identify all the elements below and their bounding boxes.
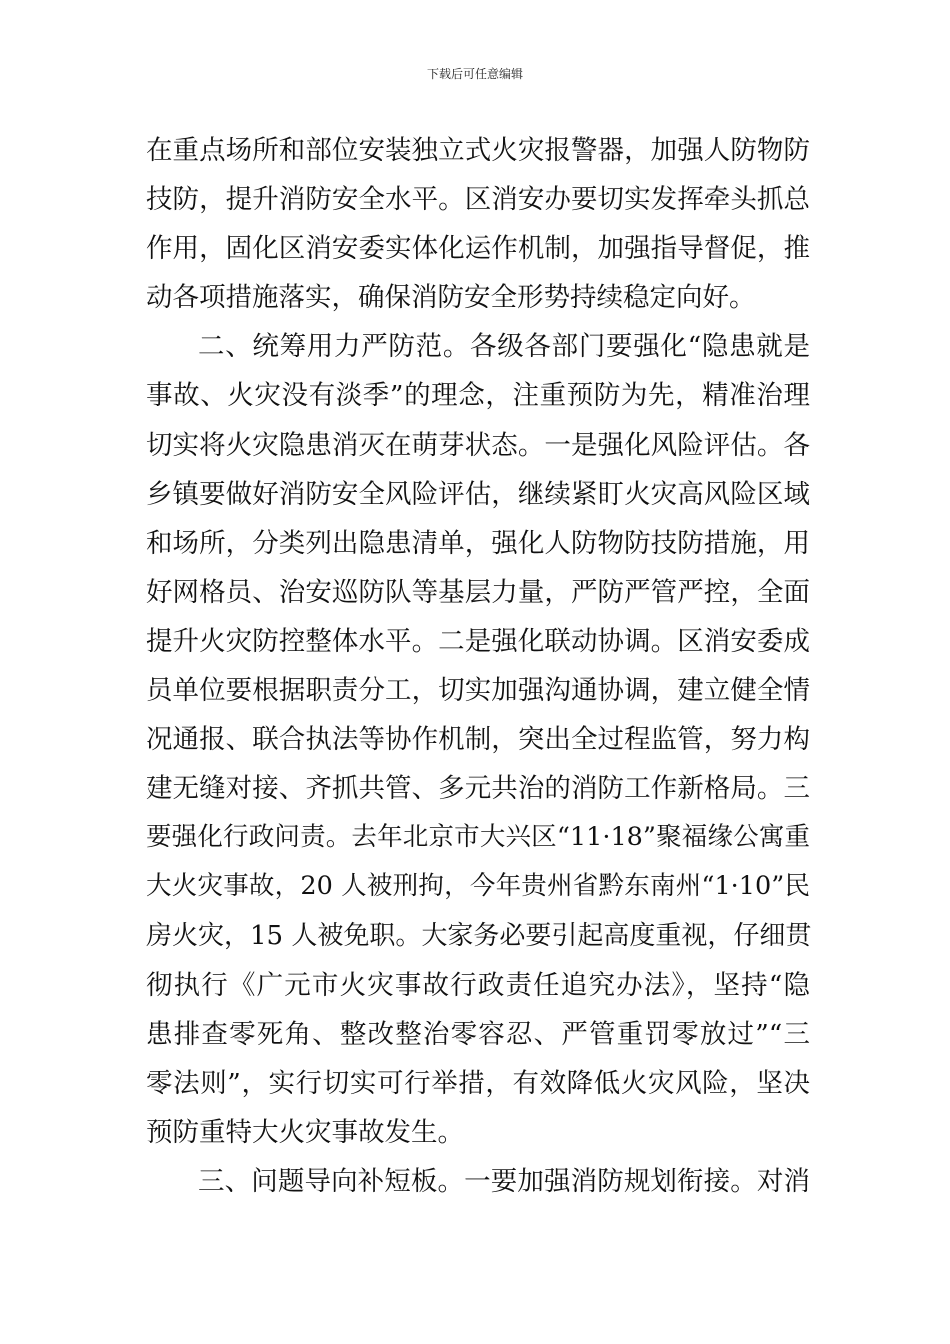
text-line: 切实将火灾隐患消灭在萌芽状态。一是强化风险评估。各 <box>146 429 810 461</box>
text-line: 好网格员、治安巡防队等基层力量，严防严管严控，全面 <box>146 576 810 608</box>
paragraph-start-line: 三、问题导向补短板。一要加强消防规划衔接。对消 <box>198 1165 810 1197</box>
text-line: 员单位要根据职责分工，切实加强沟通协调，建立健全情 <box>146 675 810 707</box>
text-line: 作用，固化区消安委实体化运作机制，加强指导督促，推 <box>146 233 810 265</box>
text-line: 大火灾事故，20 人被刑拘，今年贵州省黔东南州“1·10”民 <box>146 871 810 902</box>
document-body <box>146 126 810 1206</box>
text-line: 提升火灾防控整体水平。二是强化联动协调。区消安委成 <box>146 625 810 657</box>
text-line: 预防重特大火灾事故发生。 <box>146 1116 464 1148</box>
text-line: 患排查零死角、整改整治零容忍、严管重罚零放过”“三 <box>146 1018 810 1050</box>
text-line: 要强化行政问责。去年北京市大兴区“11·18”聚福缘公寓重 <box>146 822 810 853</box>
paragraph-start-line: 二、统筹用力严防范。各级各部门要强化“隐患就是 <box>198 331 810 363</box>
text-line: 况通报、联合执法等协作机制，突出全过程监管，努力构 <box>146 724 810 756</box>
page-header: 下载后可任意编辑 <box>426 67 523 81</box>
text-line: 事故、火灾没有淡季”的理念，注重预防为先，精准治理 <box>146 380 810 412</box>
text-line: 在重点场所和部位安装独立式火灾报警器，加强人防物防 <box>146 135 810 166</box>
text-line: 乡镇要做好消防安全风险评估，继续紧盯火灾高风险区域 <box>146 478 810 510</box>
text-line: 建无缝对接、齐抓共管、多元共治的消防工作新格局。三 <box>146 773 810 805</box>
text-line: 彻执行《广元市火灾事故行政责任追究办法》，坚持“隐 <box>146 969 810 1001</box>
text-line: 和场所，分类列出隐患清单，强化人防物防技防措施，用 <box>146 527 810 559</box>
text-line: 房火灾，15 人被免职。大家务必要引起高度重视，仔细贯 <box>146 920 812 951</box>
text-line: 技防，提升消防安全水平。区消安办要切实发挥牵头抓总 <box>146 184 810 216</box>
text-line: 动各项措施落实，确保消防安全形势持续稳定向好。 <box>146 282 756 314</box>
text-line: 零法则”，实行切实可行举措，有效降低火灾风险，坚决 <box>146 1067 810 1099</box>
